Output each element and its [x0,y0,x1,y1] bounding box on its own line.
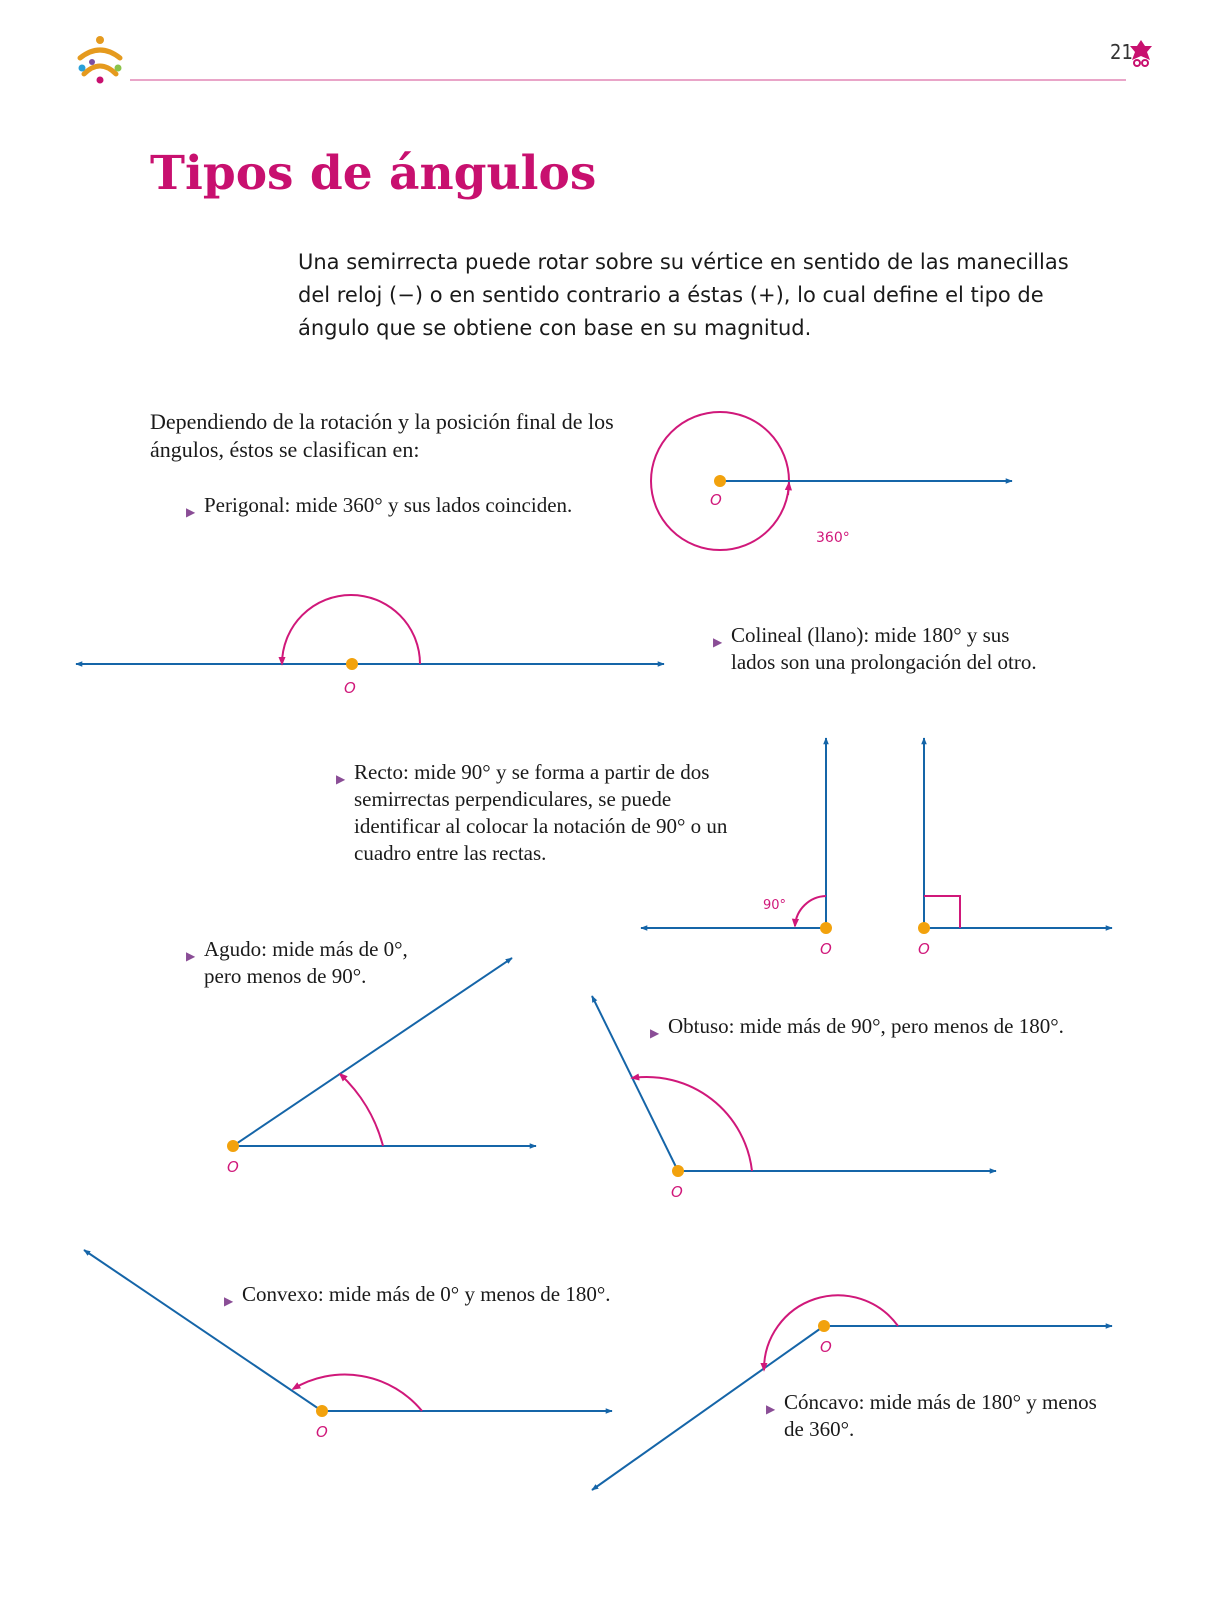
vertex-label: O [227,1158,239,1176]
vertex-dot [316,1405,328,1417]
angle-label-360: 360° [816,530,850,546]
item-concavo-text: Cóncavo: mide más de 180° y menos de 360°. [784,1390,1097,1441]
item-colineal-text: Colineal (llano): mide 180° y sus lados son una prolongación del otro. [731,623,1037,674]
diagram-agudo [227,958,536,1176]
vertex-label: O [316,1423,328,1441]
arc-arrow [788,483,789,495]
vertex-label: O [918,940,930,958]
item-obtuso-text: Obtuso: mide más de 90°, pero menos de 180°. [668,1014,1064,1038]
diagram-recto-notation [641,738,832,958]
lead-paragraph: Dependiendo de la rotación y la posición final de los ángulos, éstos se clasifican en: [150,409,614,462]
diagram-recto-square [918,738,1112,958]
bullet-icon: ▶ [224,1294,234,1308]
diagram-obtuso [592,996,996,1201]
bullet-icon: ▶ [650,1026,660,1040]
item-agudo-text: Agudo: mide más de 0°, pero menos de 90°. [204,937,408,988]
bullet-icon: ▶ [766,1402,776,1416]
vertex-dot [714,475,726,487]
page-number: 21 [1110,40,1133,64]
diagram-convexo [84,1250,612,1441]
vertex-dot [672,1165,684,1177]
arc-180 [282,595,420,664]
arc-obtuse [632,1077,752,1171]
intro-paragraph: Una semirrecta puede rotar sobre su vértice en sentido de las manecillas del reloj (−) o en sentido contrario a éstas (+), lo cual define el tipo de ángulo que se obtiene con base en su magnitud. [298,250,1069,340]
vertex-label: O [344,679,356,697]
angle-label-90: 90° [763,898,787,913]
bullet-icon: ▶ [336,772,346,786]
vertex-dot [820,922,832,934]
arc-concave [764,1295,898,1370]
item-perigonal-text: Perigonal: mide 360° y sus lados coinciden. [204,493,573,517]
arc-90 [795,896,826,926]
ray-oblique [84,1250,322,1411]
page-title: Tipos de ángulos [150,146,597,201]
vertex-label: O [710,491,722,509]
vertex-dot [918,922,930,934]
item-convexo-text: Convexo: mide más de 0° y menos de 180°. [242,1282,611,1306]
bullet-icon: ▶ [186,949,196,963]
vertex-dot [818,1320,830,1332]
vertex-label: O [671,1183,683,1201]
right-angle-square [924,896,960,928]
vertex-dot [227,1140,239,1152]
diagram-colineal [76,595,664,697]
bullet-icon: ▶ [186,505,196,519]
bullet-icon: ▶ [713,635,723,649]
ray-oblique [592,1326,824,1490]
vertex-label: O [820,1338,832,1356]
arc-acute [340,1074,383,1146]
vertex-dot [346,658,358,670]
diagram-perigonal [651,412,1012,550]
ray-oblique [592,996,678,1171]
vertex-label: O [820,940,832,958]
diagram-concavo [592,1295,1112,1490]
item-recto-text: Recto: mide 90° y se forma a partir de dos semirrectas perpendiculares, se puede identificar al colocar la notación de 90° o un cuadro entre las rectas. [354,760,728,865]
